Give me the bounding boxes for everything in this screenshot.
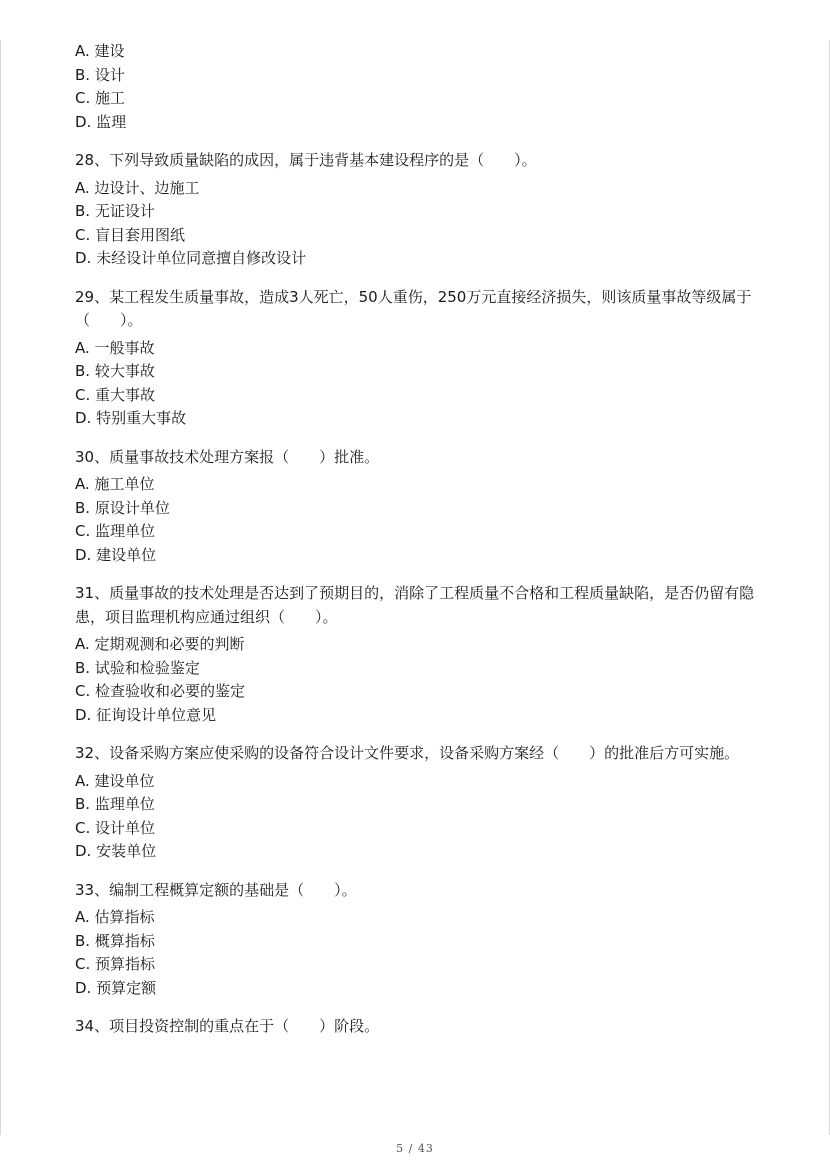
question-32 <box>75 742 755 864</box>
option: C. 施工 <box>75 89 126 107</box>
page-edge-left <box>0 40 1 1135</box>
question-stem: 32、设备采购方案应使采购的设备符合设计文件要求，设备采购方案经（ ）的批准后方可实施。 <box>75 744 740 762</box>
option: C. 盲目套用图纸 <box>75 225 186 244</box>
option: C. 重大事故 <box>75 385 156 404</box>
page-number: 5 / 43 <box>396 1142 434 1155</box>
option: C. 检查验收和必要的鉴定 <box>75 682 246 700</box>
option: B. 无证设计 <box>75 202 155 220</box>
option: D. 征询设计单位意见 <box>75 705 217 724</box>
option: A. 定期观测和必要的判断 <box>75 635 245 653</box>
option: C. 设计单位 <box>75 818 156 837</box>
question-34 <box>75 1015 755 1039</box>
option: A. 估算指标 <box>75 908 155 926</box>
option: D. 监理 <box>75 112 127 131</box>
question-31 <box>75 582 755 727</box>
option: C. 预算指标 <box>75 955 156 973</box>
option: B. 试验和检验鉴定 <box>75 658 200 677</box>
option: A. 一般事故 <box>75 338 155 357</box>
option: B. 较大事故 <box>75 362 155 380</box>
option: D. 预算定额 <box>75 978 157 997</box>
continuation-options <box>75 40 755 134</box>
question-stem: 34、项目投资控制的重点在于（ ）阶段。 <box>75 1017 380 1035</box>
question-33 <box>75 879 755 1001</box>
option: A. 建设单位 <box>75 771 155 790</box>
option: B. 设计 <box>75 65 125 84</box>
question-30 <box>75 446 755 568</box>
option: A. 施工单位 <box>75 475 155 493</box>
question-stem: 30、质量事故技术处理方案报（ ）批准。 <box>75 447 380 466</box>
option: C. 监理单位 <box>75 522 156 540</box>
option: D. 未经设计单位同意擅自修改设计 <box>75 249 307 267</box>
question-stem: 29、某工程发生质量事故，造成3人死亡，50人重伤，250万元直接经济损失，则该质量事故等级属于（ ）。 <box>75 287 752 329</box>
option: D. 安装单位 <box>75 842 157 860</box>
question-stem: 33、编制工程概算定额的基础是（ ）。 <box>75 880 357 899</box>
option: B. 概算指标 <box>75 931 155 950</box>
question-stem: 28、下列导致质量缺陷的成因，属于违背基本建设程序的是（ ）。 <box>75 151 537 169</box>
option: B. 原设计单位 <box>75 498 170 517</box>
option: B. 监理单位 <box>75 795 155 813</box>
option: D. 建设单位 <box>75 545 157 564</box>
option: D. 特别重大事故 <box>75 409 187 427</box>
option: A. 建设 <box>75 42 125 60</box>
question-stem: 31、质量事故的技术处理是否达到了预期目的，消除了工程质量不合格和工程质量缺陷，是否仍留有隐患，项目监理机构应通过组织（ ）。 <box>75 584 755 626</box>
question-28 <box>75 149 755 271</box>
option: A. 边设计、边施工 <box>75 178 200 197</box>
document-content <box>75 40 755 1043</box>
question-29 <box>75 286 755 431</box>
